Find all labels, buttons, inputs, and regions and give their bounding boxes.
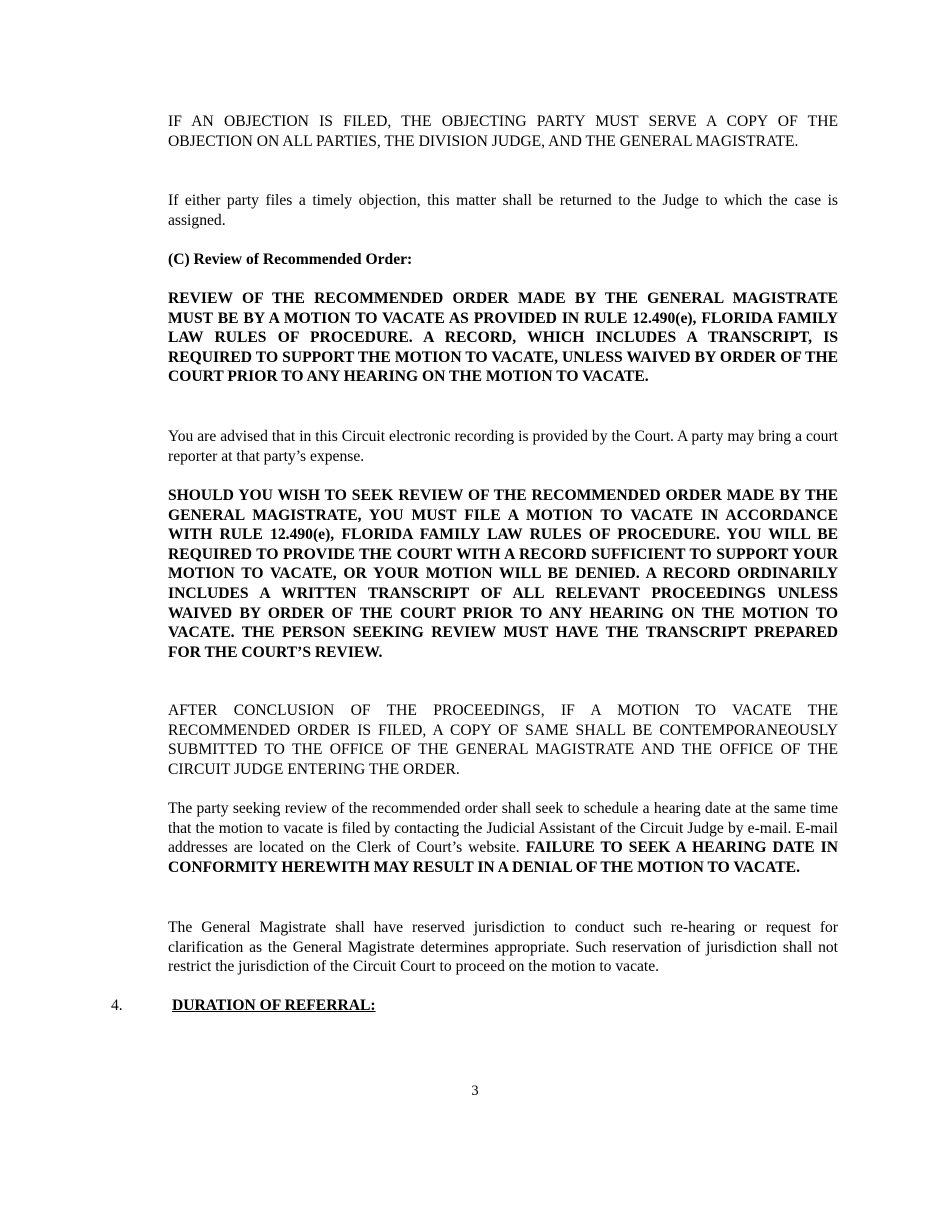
timely-objection-paragraph: If either party files a timely objection, this matter shall be returned to the Judge to which the case is assigned. [168,192,838,229]
after-conclusion-paragraph: AFTER CONCLUSION OF THE PROCEEDINGS, IF A MOTION TO VACATE THE RECOMMENDED ORDER IS FILED, A COPY OF SAME SHALL BE CONTEMPORANEOUSLY SUBMITTED TO THE OFFICE OF THE GENERAL MAGISTRATE AND THE OFFICE OF THE CIRCUIT JUDGE ENTERING THE ORDER. [168,702,838,778]
objection-notice-paragraph: IF AN OBJECTION IS FILED, THE OBJECTING PARTY MUST SERVE A COPY OF THE OBJECTION ON ALL PARTIES, THE DIVISION JUDGE, AND THE GENERAL MAGISTRATE. [168,113,838,150]
review-requirement-paragraph: REVIEW OF THE RECOMMENDED ORDER MADE BY THE GENERAL MAGISTRATE MUST BE BY A MOTION TO VACATE AS PROVIDED IN RULE 12.490(e), FLORIDA FAMILY LAW RULES OF PROCEDURE. A RECORD, WHICH INCLUDES A TRANSCRIPT, IS REQUIRED TO SUPPORT THE MOTION TO VACATE, UNLESS WAIVED BY ORDER OF THE COURT PRIOR TO ANY HEARING ON THE MOTION TO VACATE. [168,290,838,386]
hearing-schedule-text: The party seeking review of the recommended order shall seek to schedule a hearing date at the same time that the motion to vacate is filed by contacting the Judicial Assistant of the Circuit Judge by e-mail. E-mail addresses are located on the Clerk of Court’s website. [168,800,838,857]
page-number: 3 [471,1083,479,1099]
electronic-recording-paragraph: You are advised that in this Circuit electronic recording is provided by the Court. A party may bring a court reporter at that party’s expense. [168,428,838,465]
section-title: DURATION OF REFERRAL: [172,997,376,1014]
section-number: 4. [111,997,123,1014]
hearing-failure-warning: FAILURE TO SEEK A HEARING DATE IN CONFORMITY HEREWITH MAY RESULT IN A DENIAL OF THE MOTION TO VACATE. [168,839,839,876]
hearing-schedule-paragraph [168,799,838,877]
reserved-jurisdiction-paragraph: The General Magistrate shall have reserved jurisdiction to conduct such re-hearing or request for clarification as the General Magistrate determines appropriate. Such reservation of jurisdiction shall not restrict the jurisdiction of the Circuit Court to proceed on the motion to vacate. [168,919,838,976]
seek-review-notice-paragraph: SHOULD YOU WISH TO SEEK REVIEW OF THE RECOMMENDED ORDER MADE BY THE GENERAL MAGISTRATE, YOU MUST FILE A MOTION TO VACATE IN ACCORDANCE WITH RULE 12.490(e), FLORIDA FAMILY LAW RULES OF PROCEDURE. YOU WILL BE REQUIRED TO PROVIDE THE COURT WITH A RECORD SUFFICIENT TO SUPPORT YOUR MOTION TO VACATE, OR YOUR MOTION WILL BE DENIED. A RECORD ORDINARILY INCLUDES A WRITTEN TRANSCRIPT OF ALL RELEVANT PROCEEDINGS UNLESS WAIVED BY ORDER OF THE COURT PRIOR TO ANY HEARING ON THE MOTION TO VACATE. THE PERSON SEEKING REVIEW MUST HAVE THE TRANSCRIPT PREPARED FOR THE COURT’S REVIEW. [168,487,838,661]
subsection-heading: (C) Review of Recommended Order: [168,251,413,268]
